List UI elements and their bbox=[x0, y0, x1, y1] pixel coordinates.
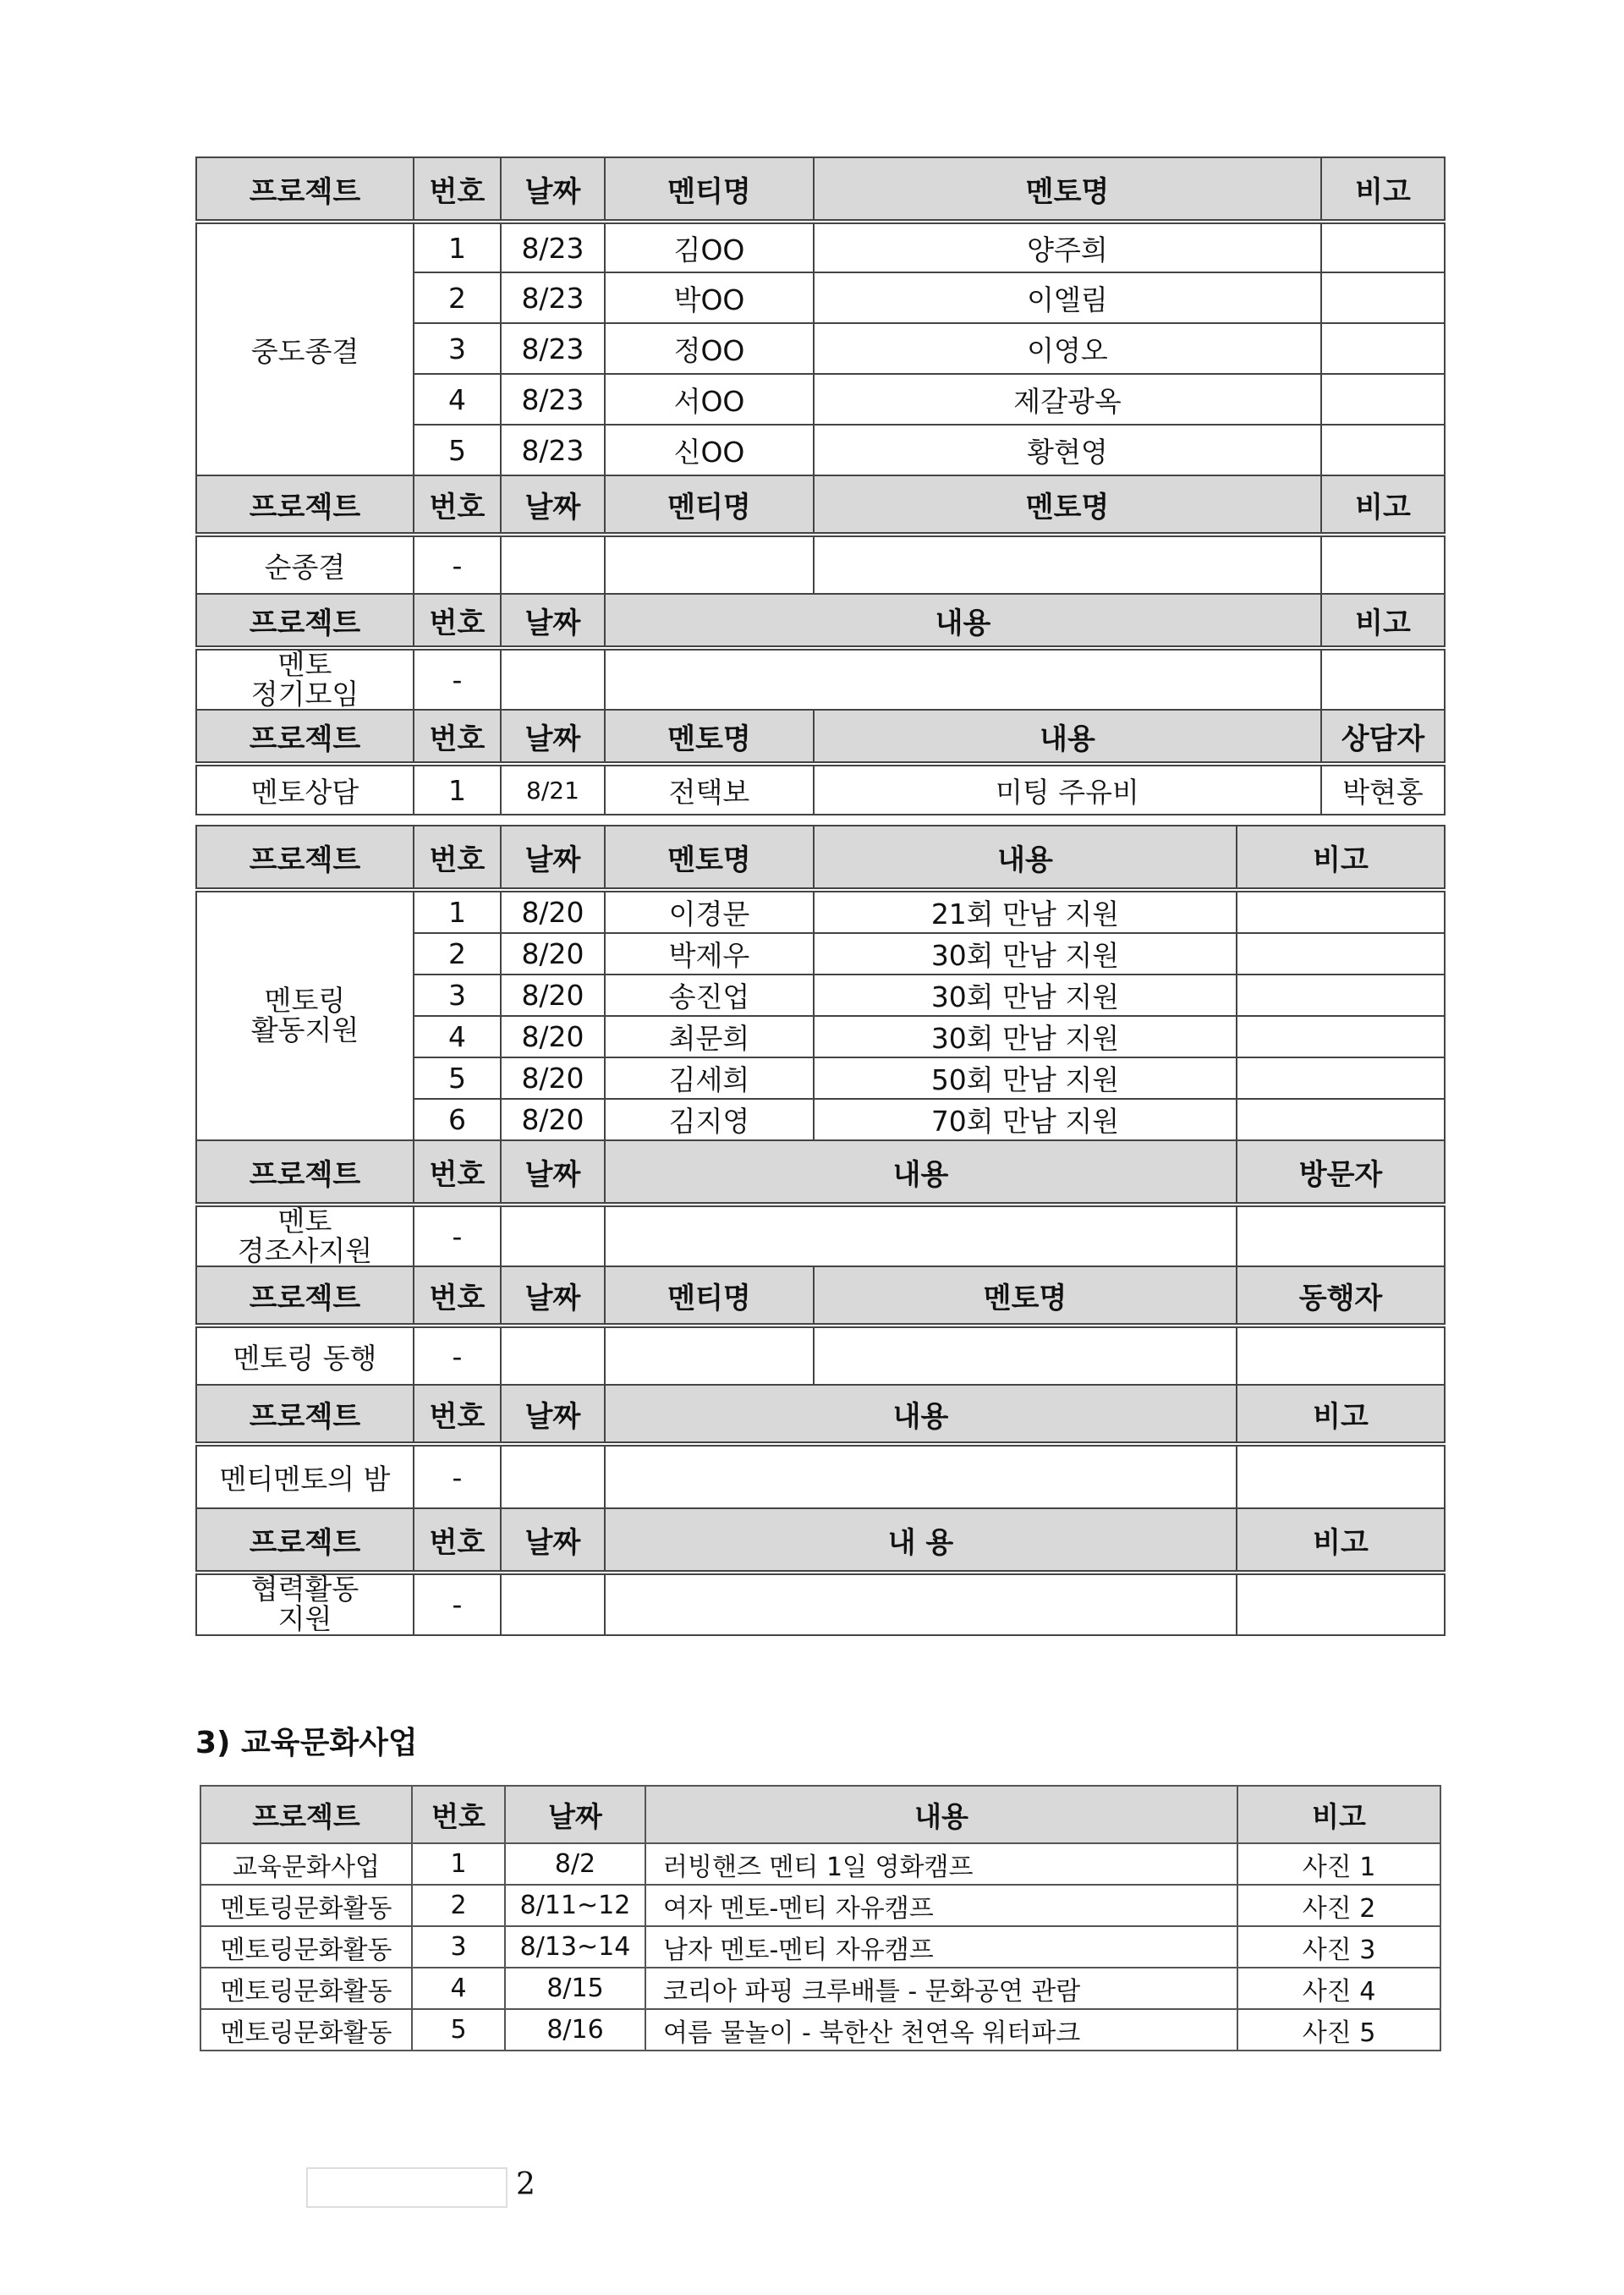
project-cell: 멘토상담 bbox=[196, 764, 414, 815]
header-cell: 날짜 bbox=[501, 1508, 605, 1573]
cell: 코리아 파핑 크루배틀 - 문화공연 관람 bbox=[645, 1968, 1237, 2009]
header-cell: 멘토명 bbox=[605, 826, 814, 890]
cell bbox=[501, 648, 605, 710]
cell bbox=[501, 1444, 605, 1508]
cell bbox=[1237, 890, 1445, 933]
cell: 멘토링문화활동 bbox=[200, 1885, 412, 1926]
table-header bbox=[200, 1786, 1440, 1843]
header-cell: 내용 bbox=[605, 1385, 1237, 1444]
header-cell: 날짜 bbox=[501, 1385, 605, 1444]
table-row bbox=[196, 535, 1445, 594]
cell: 이경문 bbox=[605, 890, 814, 933]
header-cell: 내용 bbox=[605, 1140, 1237, 1205]
table-header bbox=[196, 594, 1445, 648]
header-cell: 날짜 bbox=[501, 594, 605, 648]
cell: 70회 만남 지원 bbox=[814, 1099, 1237, 1140]
header-cell: 내 용 bbox=[605, 1508, 1237, 1573]
cell bbox=[605, 1444, 1237, 1508]
cell bbox=[1321, 272, 1445, 323]
table-row bbox=[196, 764, 1445, 815]
header-cell: 날짜 bbox=[501, 710, 605, 764]
header-cell: 번호 bbox=[414, 594, 501, 648]
cell: 러빙핸즈 멘티 1일 영화캠프 bbox=[645, 1843, 1237, 1885]
header-cell: 날짜 bbox=[501, 826, 605, 890]
cell: 멘토링문화활동 bbox=[200, 1926, 412, 1968]
cell: 8/20 bbox=[501, 975, 605, 1016]
cell: 미팅 주유비 bbox=[814, 764, 1321, 815]
cell: 8/23 bbox=[501, 374, 605, 425]
cell bbox=[1237, 933, 1445, 975]
table-row bbox=[200, 1885, 1440, 1926]
header-cell: 번호 bbox=[414, 1385, 501, 1444]
header-cell: 프로젝트 bbox=[196, 826, 414, 890]
cell: 4 bbox=[414, 1016, 501, 1057]
cell: 21회 만남 지원 bbox=[814, 890, 1237, 933]
table-row bbox=[196, 1205, 1445, 1266]
cell: 2 bbox=[412, 1885, 505, 1926]
cell: 8/20 bbox=[501, 933, 605, 975]
header-cell: 비고 bbox=[1237, 826, 1445, 890]
header-cell: 비고 bbox=[1237, 1786, 1440, 1843]
cell: 8/20 bbox=[501, 1057, 605, 1099]
cell: 1 bbox=[412, 1843, 505, 1885]
cell bbox=[501, 1573, 605, 1634]
table-row bbox=[200, 1843, 1440, 1885]
header-cell: 프로젝트 bbox=[196, 1508, 414, 1573]
table-row bbox=[196, 890, 1445, 933]
header-cell: 상담자 bbox=[1321, 710, 1445, 764]
cell bbox=[1237, 1573, 1445, 1634]
header-cell: 비고 bbox=[1321, 475, 1445, 535]
table-row bbox=[196, 648, 1445, 710]
cell: 제갈광옥 bbox=[814, 374, 1321, 425]
project-cell bbox=[196, 1573, 414, 1634]
cell: 사진 4 bbox=[1237, 1968, 1440, 2009]
project-cell: 순종결 bbox=[196, 535, 414, 594]
cell: 박현홍 bbox=[1321, 764, 1445, 815]
header-cell: 내용 bbox=[645, 1786, 1237, 1843]
cell: 8/20 bbox=[501, 1099, 605, 1140]
cell bbox=[1237, 1099, 1445, 1140]
table-header bbox=[196, 826, 1445, 890]
cell: 멘토링문화활동 bbox=[200, 2009, 412, 2051]
header-cell: 멘토명 bbox=[814, 475, 1321, 535]
cell: 신OO bbox=[605, 425, 814, 475]
cell: 황현영 bbox=[814, 425, 1321, 475]
cell bbox=[605, 535, 814, 594]
cell bbox=[501, 535, 605, 594]
cell bbox=[1237, 975, 1445, 1016]
cell: 8/13~14 bbox=[505, 1926, 645, 1968]
table-header bbox=[196, 710, 1445, 764]
project-line: 경조사지원 bbox=[237, 1233, 373, 1267]
cell bbox=[605, 648, 1321, 710]
cell: 2 bbox=[414, 272, 501, 323]
table-row bbox=[196, 1444, 1445, 1508]
header-cell: 번호 bbox=[414, 826, 501, 890]
cell bbox=[1237, 1057, 1445, 1099]
project-line: 멘토 bbox=[277, 1205, 332, 1238]
header-cell: 번호 bbox=[414, 1140, 501, 1205]
header-cell: 내용 bbox=[814, 826, 1237, 890]
cell: 8/15 bbox=[505, 1968, 645, 2009]
cell: 8/2 bbox=[505, 1843, 645, 1885]
cell bbox=[1321, 535, 1445, 594]
header-cell: 비고 bbox=[1321, 594, 1445, 648]
header-cell: 날짜 bbox=[501, 1266, 605, 1326]
cell: 양주희 bbox=[814, 222, 1321, 272]
header-cell: 멘토명 bbox=[814, 157, 1321, 222]
table-header bbox=[196, 1266, 1445, 1326]
header-cell: 프로젝트 bbox=[200, 1786, 412, 1843]
cell: 30회 만남 지원 bbox=[814, 975, 1237, 1016]
cell: 5 bbox=[412, 2009, 505, 2051]
cell: 김지영 bbox=[605, 1099, 814, 1140]
cell: 3 bbox=[412, 1926, 505, 1968]
cell: 5 bbox=[414, 1057, 501, 1099]
cell: 4 bbox=[412, 1968, 505, 2009]
cell: 3 bbox=[414, 975, 501, 1016]
header-cell: 프로젝트 bbox=[196, 1385, 414, 1444]
cell bbox=[814, 1326, 1237, 1385]
cell: - bbox=[414, 1205, 501, 1266]
cell: - bbox=[414, 648, 501, 710]
cell: 김OO bbox=[605, 222, 814, 272]
table-header bbox=[196, 1385, 1445, 1444]
cell: 8/20 bbox=[501, 1016, 605, 1057]
cell bbox=[814, 535, 1321, 594]
cell: - bbox=[414, 1326, 501, 1385]
header-cell: 프로젝트 bbox=[196, 710, 414, 764]
cell bbox=[1321, 374, 1445, 425]
header-cell: 날짜 bbox=[501, 475, 605, 535]
table-row bbox=[196, 1573, 1445, 1634]
cell: 8/20 bbox=[501, 890, 605, 933]
header-cell: 동행자 bbox=[1237, 1266, 1445, 1326]
header-cell: 멘티명 bbox=[605, 157, 814, 222]
table-row bbox=[200, 1926, 1440, 1968]
project-line: 정기모임 bbox=[250, 677, 359, 711]
cell: 사진 1 bbox=[1237, 1843, 1440, 1885]
project-line: 멘토링 bbox=[264, 984, 346, 1018]
cell bbox=[1237, 1444, 1445, 1508]
cell: 30회 만남 지원 bbox=[814, 933, 1237, 975]
project-line: 멘토 bbox=[277, 648, 332, 681]
cell: 김세희 bbox=[605, 1057, 814, 1099]
cell: 8/16 bbox=[505, 2009, 645, 2051]
header-cell: 내용 bbox=[605, 594, 1321, 648]
cell: 3 bbox=[414, 323, 501, 374]
education-culture-table bbox=[200, 1785, 1441, 2051]
header-cell: 날짜 bbox=[501, 157, 605, 222]
section-title: 3) 교육문화사업 bbox=[195, 1726, 418, 1760]
cell: 남자 멘토-멘티 자유캠프 bbox=[645, 1926, 1237, 1968]
cell: 6 bbox=[414, 1099, 501, 1140]
header-cell: 멘티명 bbox=[605, 1266, 814, 1326]
header-cell: 비고 bbox=[1237, 1385, 1445, 1444]
header-cell: 방문자 bbox=[1237, 1140, 1445, 1205]
cell bbox=[1321, 648, 1445, 710]
cell bbox=[605, 1326, 814, 1385]
header-cell: 내용 bbox=[814, 710, 1321, 764]
cell: 1 bbox=[414, 890, 501, 933]
cell: 30회 만남 지원 bbox=[814, 1016, 1237, 1057]
cell: 멘토링문화활동 bbox=[200, 1968, 412, 2009]
cell: 전택보 bbox=[605, 764, 814, 815]
header-cell: 멘티명 bbox=[605, 475, 814, 535]
cell: 사진 5 bbox=[1237, 2009, 1440, 2051]
cell bbox=[1237, 1205, 1445, 1266]
table-row bbox=[200, 2009, 1440, 2051]
cell: - bbox=[414, 1444, 501, 1508]
cell: - bbox=[414, 1573, 501, 1634]
cell: 서OO bbox=[605, 374, 814, 425]
page-number: 2 bbox=[516, 2167, 535, 2202]
project-line: 지원 bbox=[277, 1601, 332, 1635]
cell: 송진업 bbox=[605, 975, 814, 1016]
project-cell: 멘티멘토의 밤 bbox=[196, 1444, 414, 1508]
project-line: 활동지원 bbox=[250, 1013, 359, 1046]
activity-table-lower bbox=[195, 825, 1446, 1636]
project-cell bbox=[196, 890, 414, 1140]
cell bbox=[605, 1573, 1237, 1634]
header-cell: 번호 bbox=[412, 1786, 505, 1843]
table-header bbox=[196, 157, 1445, 222]
header-cell: 번호 bbox=[414, 475, 501, 535]
cell: 8/23 bbox=[501, 222, 605, 272]
cell: 정OO bbox=[605, 323, 814, 374]
header-cell: 번호 bbox=[414, 710, 501, 764]
cell bbox=[1237, 1016, 1445, 1057]
cell: 여름 물놀이 - 북한산 천연옥 워터파크 bbox=[645, 2009, 1237, 2051]
header-cell: 번호 bbox=[414, 1508, 501, 1573]
cell: 사진 2 bbox=[1237, 1885, 1440, 1926]
cell: 최문희 bbox=[605, 1016, 814, 1057]
table-header bbox=[196, 1140, 1445, 1205]
header-cell: 멘토명 bbox=[814, 1266, 1237, 1326]
cell: 8/23 bbox=[501, 323, 605, 374]
header-cell: 멘토명 bbox=[605, 710, 814, 764]
header-cell: 프로젝트 bbox=[196, 1140, 414, 1205]
cell bbox=[501, 1205, 605, 1266]
activity-table-upper bbox=[195, 156, 1446, 815]
cell: 2 bbox=[414, 933, 501, 975]
header-cell: 비고 bbox=[1321, 157, 1445, 222]
cell bbox=[1237, 1326, 1445, 1385]
header-cell: 프로젝트 bbox=[196, 157, 414, 222]
project-cell: 멘토링 동행 bbox=[196, 1326, 414, 1385]
header-cell: 프로젝트 bbox=[196, 594, 414, 648]
cell: 8/21 bbox=[501, 764, 605, 815]
footer-box bbox=[306, 2167, 508, 2208]
cell bbox=[1321, 425, 1445, 475]
cell: 박OO bbox=[605, 272, 814, 323]
cell: 8/23 bbox=[501, 425, 605, 475]
cell: 박제우 bbox=[605, 933, 814, 975]
cell: 교육문화사업 bbox=[200, 1843, 412, 1885]
cell bbox=[605, 1205, 1237, 1266]
cell: 8/11~12 bbox=[505, 1885, 645, 1926]
header-cell: 번호 bbox=[414, 1266, 501, 1326]
cell: 5 bbox=[414, 425, 501, 475]
header-cell: 번호 bbox=[414, 157, 501, 222]
cell bbox=[501, 1326, 605, 1385]
header-cell: 비고 bbox=[1237, 1508, 1445, 1573]
header-cell: 프로젝트 bbox=[196, 1266, 414, 1326]
cell: 50회 만남 지원 bbox=[814, 1057, 1237, 1099]
cell: - bbox=[414, 535, 501, 594]
cell bbox=[1321, 222, 1445, 272]
project-line: 협력활동 bbox=[250, 1573, 359, 1606]
table-row bbox=[196, 1326, 1445, 1385]
cell: 사진 3 bbox=[1237, 1926, 1440, 1968]
cell: 4 bbox=[414, 374, 501, 425]
project-cell bbox=[196, 1205, 414, 1266]
cell: 1 bbox=[414, 764, 501, 815]
cell: 이영오 bbox=[814, 323, 1321, 374]
cell: 1 bbox=[414, 222, 501, 272]
cell: 이엘림 bbox=[814, 272, 1321, 323]
cell: 8/23 bbox=[501, 272, 605, 323]
table-header bbox=[196, 475, 1445, 535]
table-header bbox=[196, 1508, 1445, 1573]
table-row bbox=[196, 222, 1445, 272]
header-cell: 프로젝트 bbox=[196, 475, 414, 535]
project-cell bbox=[196, 648, 414, 710]
header-cell: 날짜 bbox=[501, 1140, 605, 1205]
project-cell: 중도종결 bbox=[196, 222, 414, 475]
cell: 여자 멘토-멘티 자유캠프 bbox=[645, 1885, 1237, 1926]
table-row bbox=[200, 1968, 1440, 2009]
header-cell: 날짜 bbox=[505, 1786, 645, 1843]
cell bbox=[1321, 323, 1445, 374]
